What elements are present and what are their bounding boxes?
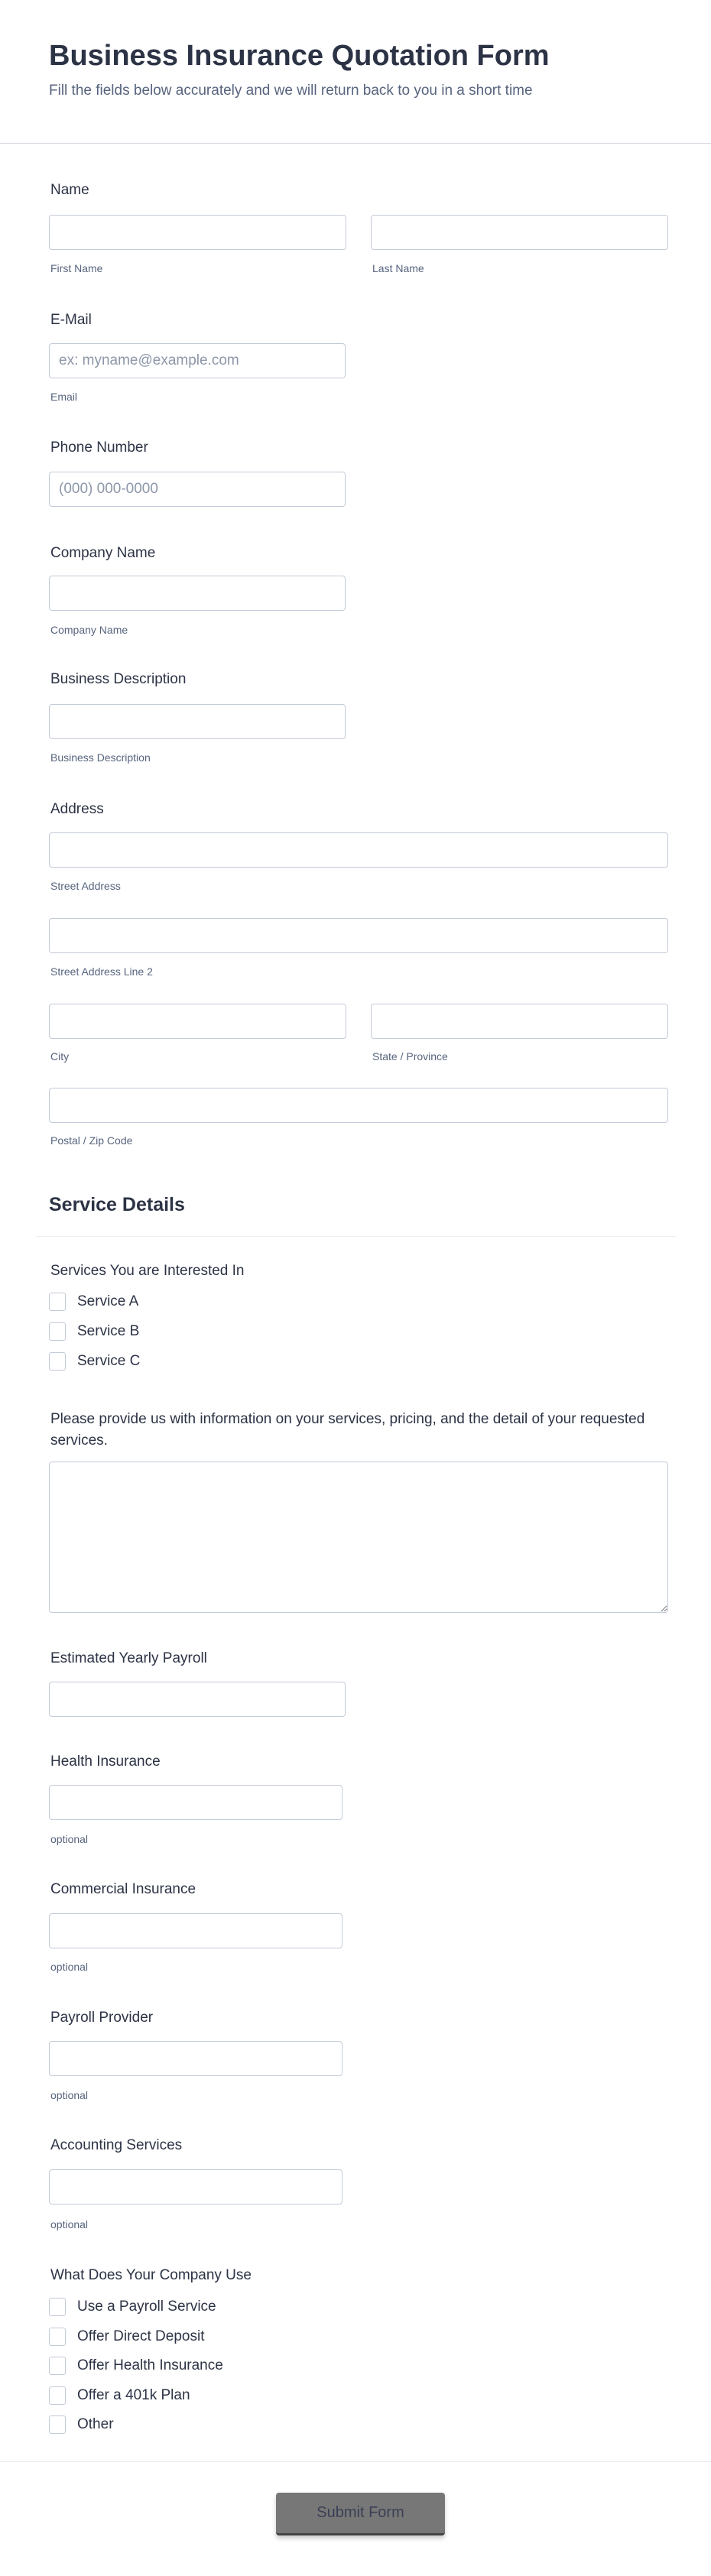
street-sublabel: Street Address [50, 880, 121, 892]
services-label: Services You are Interested In [50, 1263, 245, 1279]
service-c-label: Service C [77, 1353, 141, 1369]
phone-input[interactable] [49, 472, 346, 507]
direct-deposit-label: Offer Direct Deposit [77, 2328, 205, 2344]
first-name-input[interactable] [49, 215, 346, 250]
street-input[interactable] [49, 832, 668, 868]
401k-label: Offer a 401k Plan [77, 2387, 190, 2403]
payroll-service-label: Use a Payroll Service [77, 2299, 216, 2315]
business-label: Business Description [50, 671, 187, 687]
email-sublabel: Email [50, 391, 78, 403]
payroll-service-checkbox[interactable] [49, 2298, 66, 2316]
health-label: Health Insurance [50, 1754, 161, 1770]
commercial-label: Commercial Insurance [50, 1881, 196, 1897]
service-c-checkbox[interactable] [49, 1352, 66, 1371]
header-divider [0, 143, 711, 144]
uses-label: What Does Your Company Use [50, 2267, 252, 2283]
name-label: Name [50, 182, 89, 198]
payroll-provider-label: Payroll Provider [50, 2010, 154, 2026]
commercial-sublabel: optional [50, 1961, 89, 1973]
company-label: Company Name [50, 545, 156, 561]
section-divider [36, 1236, 677, 1237]
postal-sublabel: Postal / Zip Code [50, 1134, 133, 1147]
payroll-estimate-label: Estimated Yearly Payroll [50, 1650, 207, 1666]
service-b-checkbox[interactable] [49, 1322, 66, 1341]
state-sublabel: State / Province [372, 1050, 448, 1063]
footer-divider [0, 2461, 711, 2462]
city-sublabel: City [50, 1050, 70, 1063]
state-input[interactable] [371, 1004, 668, 1039]
form-title: Business Insurance Quotation Form [49, 40, 550, 72]
submit-button[interactable]: Submit Form [276, 2493, 445, 2535]
payroll-estimate-input[interactable] [49, 1682, 346, 1717]
service-b-label: Service B [77, 1323, 140, 1339]
company-sublabel: Company Name [50, 624, 128, 636]
city-input[interactable] [49, 1004, 346, 1039]
health-insurance-checkbox[interactable] [49, 2357, 66, 2375]
address-label: Address [50, 801, 104, 817]
other-checkbox[interactable] [49, 2415, 66, 2434]
payroll-provider-input[interactable] [49, 2041, 343, 2076]
email-label: E-Mail [50, 312, 92, 328]
health-input[interactable] [49, 1785, 343, 1820]
street2-input[interactable] [49, 918, 668, 953]
business-input[interactable] [49, 704, 346, 739]
business-sublabel: Business Description [50, 751, 151, 764]
health-sublabel: optional [50, 1833, 89, 1845]
phone-label: Phone Number [50, 440, 148, 456]
info-label: Please provide us with information on your services, pricing, and the detail of your requested services. [50, 1411, 645, 1449]
service-a-checkbox[interactable] [49, 1293, 66, 1311]
last-name-input[interactable] [371, 215, 668, 250]
401k-checkbox[interactable] [49, 2386, 66, 2405]
service-details-heading: Service Details [49, 1194, 185, 1215]
payroll-provider-sublabel: optional [50, 2089, 89, 2101]
first-name-sublabel: First Name [50, 262, 103, 274]
health-insurance-option-label: Offer Health Insurance [77, 2357, 223, 2373]
info-textarea[interactable] [49, 1462, 668, 1613]
direct-deposit-checkbox[interactable] [49, 2328, 66, 2346]
accounting-label: Accounting Services [50, 2137, 183, 2153]
form-subtitle: Fill the fields below accurately and we will return back to you in a short time [49, 83, 533, 99]
accounting-input[interactable] [49, 2169, 343, 2205]
postal-input[interactable] [49, 1088, 668, 1123]
email-input[interactable] [49, 343, 346, 378]
commercial-input[interactable] [49, 1913, 343, 1948]
company-input[interactable] [49, 576, 346, 611]
service-a-label: Service A [77, 1293, 139, 1309]
street2-sublabel: Street Address Line 2 [50, 965, 153, 978]
last-name-sublabel: Last Name [372, 262, 424, 274]
other-label: Other [77, 2416, 114, 2432]
accounting-sublabel: optional [50, 2218, 89, 2230]
